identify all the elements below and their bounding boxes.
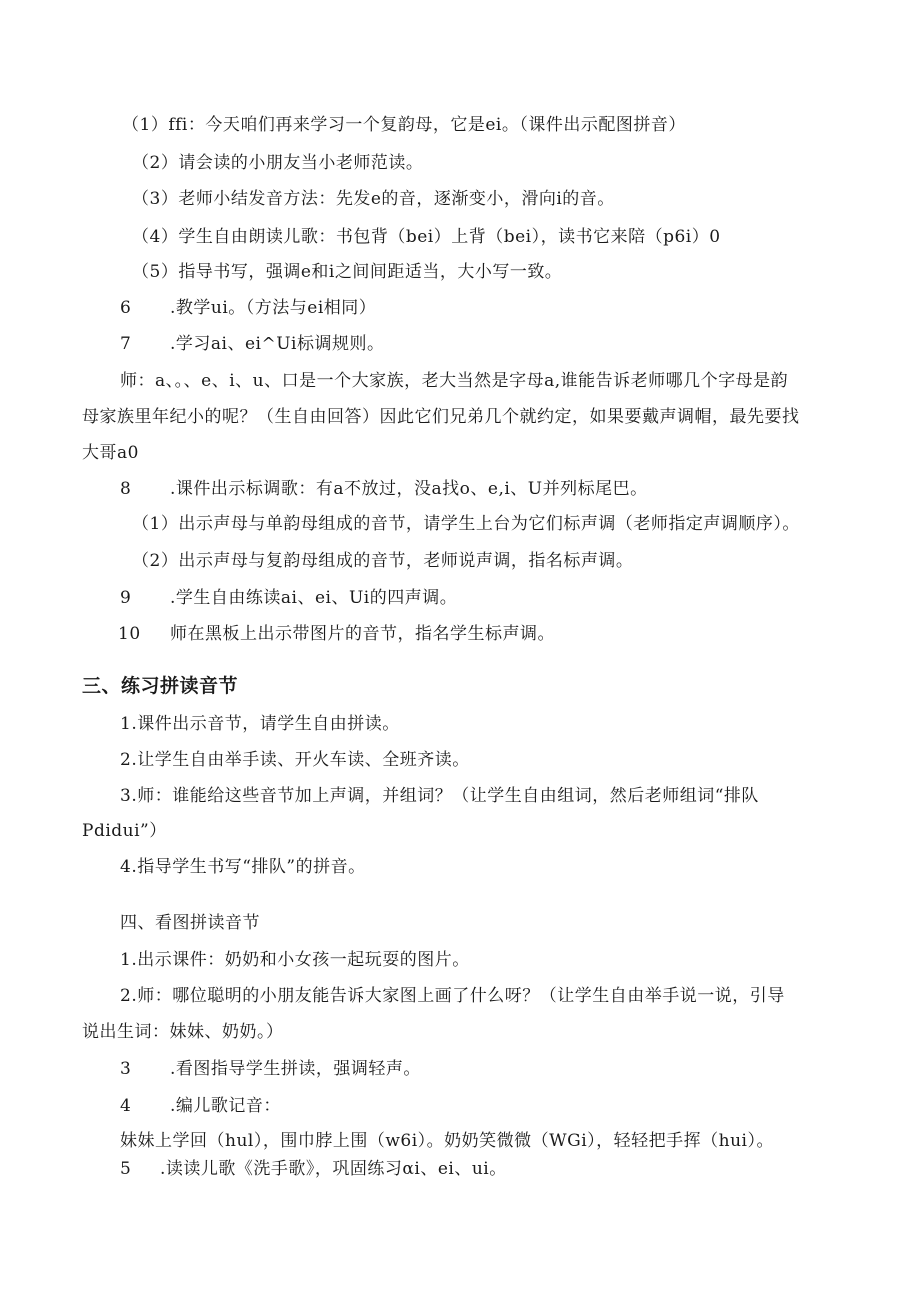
- text-line: （2）请会读的小朋友当小老师范读。: [132, 153, 424, 173]
- section-heading: 三、练习拼读音节: [82, 675, 239, 697]
- text-line: .学生自由练读ai、ei、Ui的四声调。: [170, 588, 458, 608]
- text-line: （3）老师小结发音方法：先发e的音，逐渐变小，滑向i的音。: [132, 189, 615, 209]
- item-number: 8: [120, 479, 132, 499]
- text-line: 1.出示课件：奶奶和小女孩一起玩耍的图片。: [120, 950, 470, 970]
- text-line: .课件出示标调歌：有a不放过，没a找o、e,i、U并列标尾巴。: [170, 479, 648, 499]
- text-line: （1）ffi：今天咱们再来学习一个复韵母，它是ei。（课件出示配图拼音）: [122, 115, 686, 135]
- text-line: 2.让学生自由举手读、开火车读、全班齐读。: [120, 750, 470, 770]
- text-line: 师在黑板上出示带图片的音节，指名学生标声调。: [170, 624, 555, 644]
- text-line: .教学ui。（方法与ei相同）: [170, 298, 377, 318]
- text-line: 1.课件出示音节，请学生自由拼读。: [120, 714, 400, 734]
- text-line: （4）学生自由朗读儿歌：书包背（bei）上背（bei），读书它来陪（p6i）0: [132, 227, 721, 247]
- text-line: 说出生词：妹妹、奶奶。）: [82, 1022, 284, 1042]
- text-line: 师：a、。、e、i、u、口是一个大家族，老大当然是字母a,谁能告诉老师哪几个字母是韵: [120, 371, 789, 391]
- text-line: 妹妹上学回（hul），围巾脖上围（w6i）。奶奶笑微微（WGi），轻轻把手挥（hui）。: [120, 1131, 774, 1151]
- text-line: 母家族里年纪小的呢？（生自由回答）因此它们兄弟几个就约定，如果要戴声调帽，最先要找: [82, 407, 800, 427]
- text-line: （1）出示声母与单韵母组成的音节，请学生上台为它们标声调（老师指定声调顺序）。: [132, 514, 800, 534]
- item-number: 6: [120, 298, 132, 318]
- text-line: 4.指导学生书写“排队”的拼音。: [120, 857, 366, 877]
- item-number: 9: [120, 588, 132, 608]
- item-number: 3: [120, 1059, 132, 1079]
- text-line: .看图指导学生拼读，强调轻声。: [170, 1059, 421, 1079]
- text-line: Pdidui”）: [82, 821, 167, 841]
- text-line: （5）指导书写，强调e和i之间间距适当，大小写一致。: [132, 262, 563, 282]
- text-line: 大哥a0: [82, 443, 139, 463]
- section-heading: 四、看图拼读音节: [120, 913, 260, 933]
- text-line: .读读儿歌《洗手歌》，巩固练习αi、ei、ui。: [160, 1159, 507, 1179]
- item-number: 10: [118, 624, 141, 644]
- item-number: 7: [120, 334, 132, 354]
- text-line: 3.师：谁能给这些音节加上声调，并组词？（让学生自由组词，然后老师组词“排队: [120, 786, 759, 806]
- text-line: 2.师：哪位聪明的小朋友能告诉大家图上画了什么呀？（让学生自由举手说一说，引导: [120, 986, 785, 1006]
- text-line: .学习ai、ei^Ui标调规则。: [170, 334, 385, 354]
- item-number: 4: [120, 1096, 132, 1116]
- text-line: （2）出示声母与复韵母组成的音节，老师说声调，指名标声调。: [132, 551, 634, 571]
- item-number: 5: [120, 1159, 132, 1179]
- text-line: .编儿歌记音：: [170, 1096, 281, 1116]
